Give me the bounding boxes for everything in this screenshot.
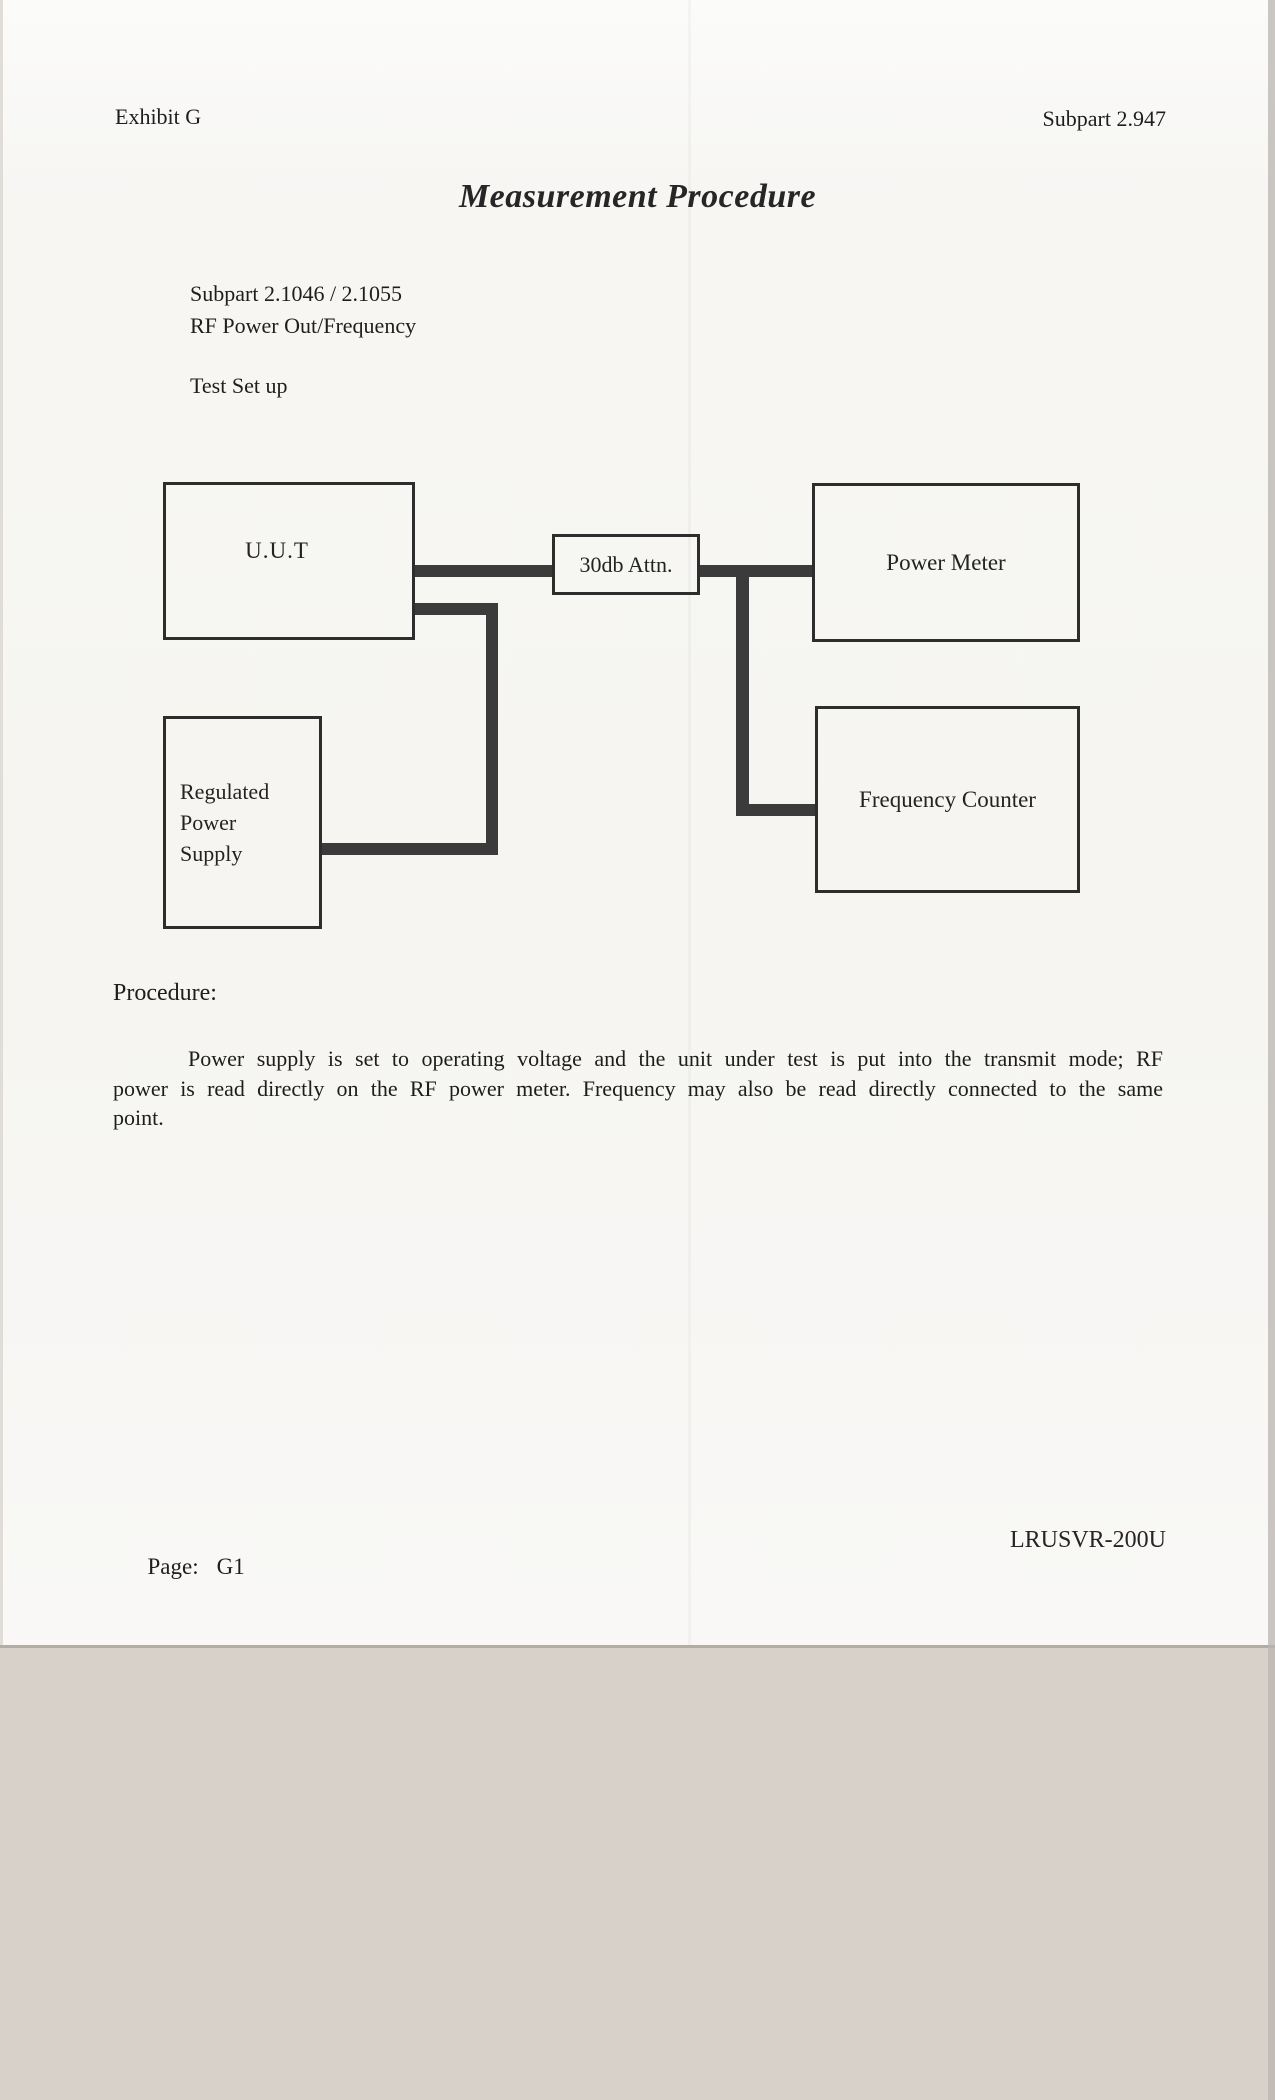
attenuator-box [552,534,700,595]
page-title: Measurement Procedure [458,178,817,215]
subpart-reference: Subpart 2.1046 / 2.1055 [190,281,403,306]
wire-supply-to-uut [322,843,498,855]
scan-right-edge [1268,0,1275,2100]
rps-label-line3: Supply [180,841,243,866]
header-exhibit-label: Exhibit G [115,104,202,129]
footer-page-number: G1 [216,1554,245,1579]
uut-box [163,482,415,640]
wire-attenuator-to-power-meter [700,565,812,577]
footer-doc-id: LRUSVR-200U [1009,1527,1166,1553]
regulated-power-supply-box [163,716,322,929]
page-left-edge [0,0,3,1645]
procedure-line-3: point. [113,1105,164,1130]
wire-to-frequency-counter [736,804,815,816]
rps-label-line2: Power [180,810,237,835]
footer-page-label: Page: [147,1554,199,1579]
power-meter-label: Power Meter [886,549,1006,575]
test-name: RF Power Out/Frequency [190,313,417,338]
procedure-heading: Procedure: [113,980,217,1006]
wire-uut-to-attenuator [415,565,552,577]
header-subpart-label: Subpart 2.947 [1042,106,1166,131]
frequency-counter-label: Frequency Counter [859,786,1036,812]
power-meter-box [812,483,1080,642]
procedure-paragraph [113,1044,1163,1133]
rps-label-line1: Regulated [180,779,270,804]
attenuator-label: 30db Attn. [579,551,673,577]
procedure-line-1: Power supply is set to operating voltage and the unit under test is put into the transmit mode; RF [188,1046,1163,1071]
test-setup-label: Test Set up [190,373,288,398]
frequency-counter-box [815,706,1080,893]
uut-label: U.U.T [245,538,309,563]
scan-artifact-streak [688,0,691,1645]
wire-supply-vertical [486,603,498,855]
procedure-line-2: power is read directly on the RF power meter. Frequency may also be read directly connected to the same [113,1075,1163,1101]
wire-tee-vertical [736,565,749,816]
footer-page [113,1528,245,1606]
